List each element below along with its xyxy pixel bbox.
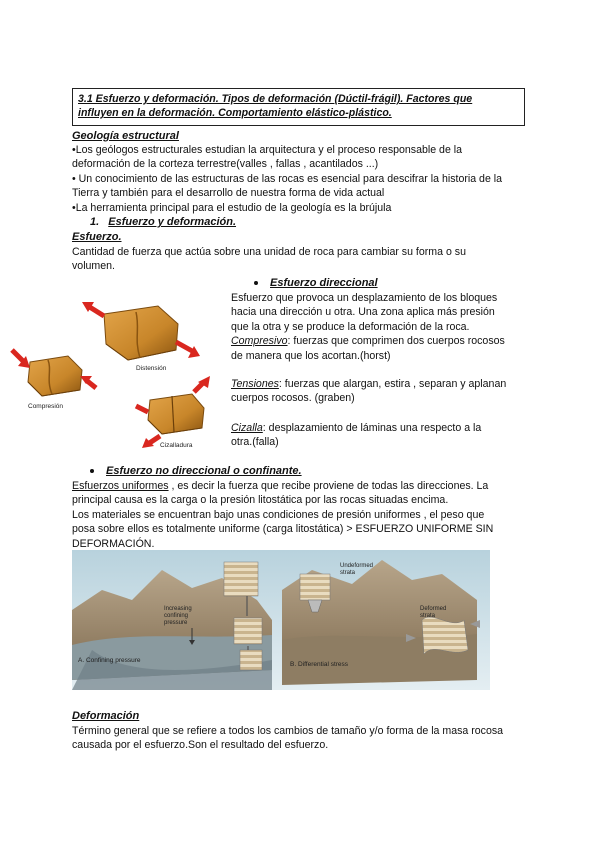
cizalla-line-1 xyxy=(231,421,481,435)
compresivo-term: Compresivo xyxy=(231,335,288,348)
compresivo-line-2: de manera que los acortan.(horst) xyxy=(231,349,391,362)
label-undeformed-2: strata xyxy=(340,570,356,576)
esfuerzo-line-2: volumen. xyxy=(72,260,115,273)
esfuerzo-heading: Esfuerzo. xyxy=(72,231,122,243)
tensiones-line-1 xyxy=(231,377,506,391)
cizalla-term: Cizalla xyxy=(231,422,263,434)
caption-a: A. Confining pressure xyxy=(78,657,141,664)
no-direccional-line-4: posa sobre ellos es totalmente uniforme (carga litostática) > ESFUERZO UNIFORME SIN xyxy=(72,523,494,536)
geologia-b2-l2: Tierra y también para el desarrollo de nuestra forma de vida actual xyxy=(72,187,385,200)
cizalla-paragraph xyxy=(231,421,481,450)
direccional-line-2: hacia una dirección u otra. Una zona aplica más presión xyxy=(231,306,495,319)
no-direccional-title: Esfuerzo no direccional o confinante. xyxy=(106,465,302,477)
direccional-paragraph xyxy=(231,291,505,363)
section-1-number: 1. xyxy=(90,216,100,228)
no-direccional-line-1 xyxy=(72,479,493,493)
no-direccional-heading xyxy=(90,465,302,477)
esfuerzo-line-1: Cantidad de fuerza que actúa sobre una unidad de roca para cambiar su forma o su xyxy=(72,246,466,258)
no-direccional-line-5: DEFORMACIÓN. xyxy=(72,537,155,550)
compresion-block xyxy=(28,356,82,396)
tensiones-line-2: cuerpos rocosos. (graben) xyxy=(231,392,355,405)
title-line-1: 3.1 Esfuerzo y deformación. Tipos de deformación (Dúctil-frágil). Factores que xyxy=(78,93,473,105)
tensiones-paragraph xyxy=(231,377,506,406)
direccional-title: Esfuerzo direccional xyxy=(270,277,378,289)
label-undeformed-1: Undeformed xyxy=(340,563,374,569)
distension-block xyxy=(104,306,178,360)
label-increasing-2: confining xyxy=(164,613,189,619)
strata-block-bottom xyxy=(240,650,262,670)
label-distension: Distensión xyxy=(136,365,167,372)
label-deformed-2: strata xyxy=(420,613,436,619)
tensiones-text: : fuerzas que alargan, estira , separan y aplanan xyxy=(278,378,507,390)
bullet-icon xyxy=(90,469,94,473)
bullet-icon xyxy=(254,281,258,285)
compresion-arrow-left xyxy=(12,350,24,362)
cizalla-line-2: otra.(falla) xyxy=(231,436,279,449)
geologia-b1-l1: •Los geólogos estructurales estudian la arquitectura y el proceso responsable de la xyxy=(72,144,463,156)
section-1-heading xyxy=(90,216,236,228)
stress-types-figure xyxy=(8,284,230,452)
caption-b: B. Differential stress xyxy=(290,661,349,668)
uniformes-term: Esfuerzos uniformes xyxy=(72,480,169,492)
strata-block-mid xyxy=(234,618,262,644)
confining-pressure-figure xyxy=(72,550,490,690)
label-deformed-1: Deformed xyxy=(420,606,447,612)
title-line-2: influyen en la deformación. Comportamiento elástico-plástico. xyxy=(78,107,392,119)
distension-arrow-right xyxy=(176,342,194,352)
label-increasing-3: pressure xyxy=(164,620,188,626)
geologia-b3: •La herramienta principal para el estudio de la geología es la brújula xyxy=(72,201,392,214)
undeformed-strata-block xyxy=(300,574,330,600)
geologia-b2-l1: • Un conocimiento de las estructuras de las rocas es esencial para descifrar la historia de la xyxy=(72,172,503,185)
deformed-strata-block xyxy=(422,617,468,654)
compresivo-text: : fuerzas que comprimen dos cuerpos rocosos xyxy=(287,335,505,348)
esfuerzo-definition xyxy=(72,245,466,274)
cizalla-arrow-left xyxy=(136,406,148,412)
no-direccional-text-1: , es decir la fuerza que recibe proviene de todas las direcciones. La xyxy=(168,480,489,492)
label-increasing-1: Increasing xyxy=(164,606,192,612)
cizalladura-block xyxy=(148,394,204,434)
geologia-paragraph xyxy=(72,143,502,215)
deformacion-paragraph xyxy=(72,724,503,753)
direccional-heading xyxy=(254,277,378,289)
deformacion-heading: Deformación xyxy=(72,710,140,722)
no-direccional-line-2: principal causa es la carga o la presión litostática por las rocas situadas encima. xyxy=(72,494,449,507)
deformacion-line-1: Término general que se refiere a todos los cambios de tamaño y/o forma de la masa rocosa xyxy=(72,725,504,737)
direccional-line-1: Esfuerzo que provoca un desplazamiento de los bloques xyxy=(231,292,498,304)
section-1-title: Esfuerzo y deformación. xyxy=(108,216,237,228)
tensiones-term: Tensiones xyxy=(231,378,279,390)
geologia-b1-l2: deformación de la corteza terrestre(valles , fallas , acantilados ...) xyxy=(72,158,379,171)
compresivo-line-1 xyxy=(231,334,505,348)
deformacion-line-2: causada por el esfuerzo.Son el resultado del esfuerzo. xyxy=(72,739,329,752)
direccional-line-3: que la otra y se produce la deformación de la roca. xyxy=(231,320,470,333)
page-title xyxy=(78,92,518,120)
geologia-heading: Geología estructural xyxy=(72,130,179,142)
label-compresion: Compresión xyxy=(28,403,64,410)
no-direccional-paragraph xyxy=(72,479,493,551)
strata-block-top xyxy=(224,562,258,596)
label-cizalladura: Cizalladura xyxy=(160,442,193,449)
no-direccional-line-3: Los materiales se encuentran bajo unas condiciones de presión uniformes , el peso que xyxy=(72,508,485,521)
cizalla-text: : desplazamiento de láminas una respecto a la xyxy=(262,422,482,434)
